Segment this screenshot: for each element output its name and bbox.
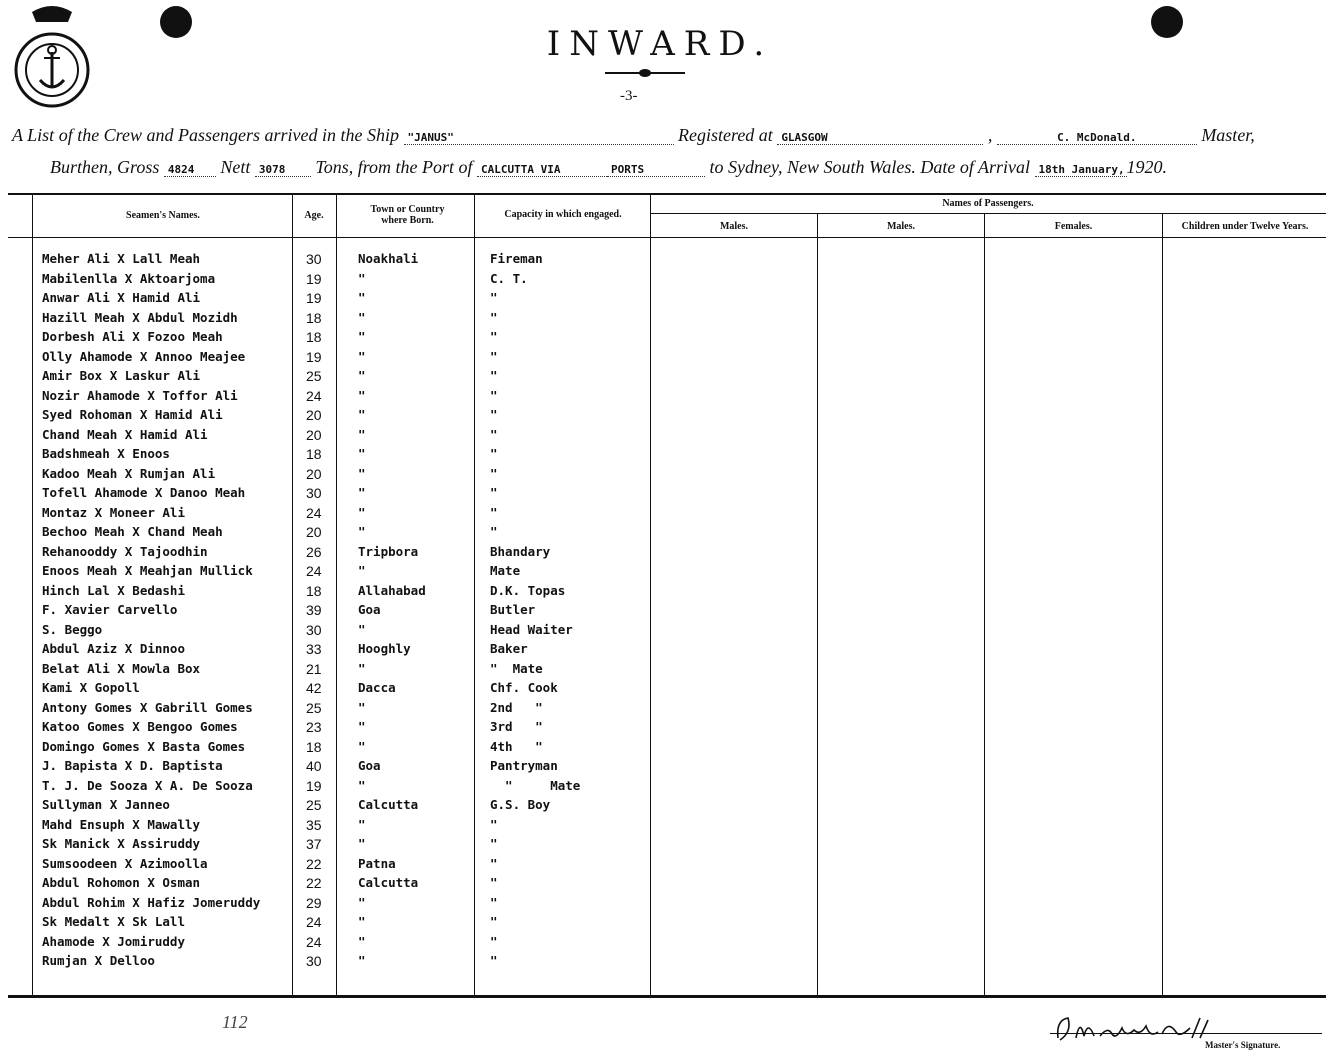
crew-name: F. Xavier Carvello [42, 602, 178, 617]
crew-capacity: 4th " [490, 738, 543, 754]
crew-capacity: 2nd " [490, 699, 543, 715]
crew-age: 33 [306, 641, 322, 657]
crew-age: 20 [306, 426, 322, 443]
punch-hole-right [1151, 6, 1183, 38]
crew-age: 30 [306, 485, 322, 501]
crew-capacity: " Mate [490, 777, 581, 793]
port-of-departure-2: PORTS [607, 163, 705, 177]
crew-capacity: " [490, 914, 498, 929]
label-tons: Tons, from the Port of [315, 157, 473, 177]
crew-name: Sk Manick X Assiruddy [42, 836, 201, 851]
table-row [8, 856, 668, 875]
crew-capacity: Mate [490, 563, 521, 578]
crew-name: Meher Ali X Lall Meah [42, 251, 201, 266]
crew-birthplace: Tripbora [358, 543, 419, 559]
crew-birthplace: Goa [358, 602, 381, 617]
table-row [8, 349, 668, 368]
crew-capacity: " [490, 309, 498, 325]
crew-age: 19 [306, 777, 322, 794]
crew-age: 26 [306, 543, 322, 560]
year-prefix: 19 [1126, 157, 1145, 177]
table-rule-header [8, 237, 1326, 238]
table-row [8, 407, 668, 426]
crew-age: 20 [306, 524, 322, 540]
crew-name: Abdul Rohomon X Osman [42, 875, 201, 890]
crew-age: 30 [306, 621, 322, 638]
crew-name: Kami X Gopoll [42, 680, 140, 695]
crew-birthplace: " [358, 524, 366, 539]
crew-name: Mahd Ensuph X Mawally [42, 816, 201, 832]
crew-capacity: Butler [490, 602, 536, 617]
page-number: -3- [620, 88, 638, 104]
label-registered: Registered at [678, 125, 773, 145]
title-ornament-rule [605, 72, 685, 74]
crew-name: Abdul Aziz X Dinnoo [42, 641, 185, 656]
crew-birthplace: Calcutta [358, 875, 419, 890]
folio-mark: 112 [222, 1012, 248, 1032]
crew-age: 25 [306, 368, 322, 384]
crew-birthplace: " [358, 738, 366, 754]
label-list: A List of the Crew and Passengers arrived in the Ship [12, 125, 399, 145]
year-suffix: 20. [1144, 157, 1168, 177]
crew-name: Bechoo Meah X Chand Meah [42, 524, 223, 539]
header-males-2: Males. [886, 221, 916, 232]
crew-age: 20 [306, 407, 322, 423]
table-row [8, 875, 668, 894]
table-row [8, 778, 668, 797]
passenger-header-rule [650, 213, 1326, 214]
crew-name: Olly Ahamode X Annoo Meajee [42, 348, 246, 364]
punch-hole-left [160, 6, 192, 38]
table-row [8, 563, 668, 582]
table-row [8, 446, 668, 465]
crew-capacity: " [490, 329, 498, 344]
table-row [8, 368, 668, 387]
crew-age: 37 [306, 836, 322, 852]
label-nett: Nett [220, 157, 251, 177]
crew-name: Rehanooddy X Tajoodhin [42, 543, 208, 559]
crew-name: Sk Medalt X Sk Lall [42, 914, 185, 929]
ship-name: "JANUS" [404, 131, 674, 145]
table-row [8, 485, 668, 504]
crew-capacity: " [490, 465, 498, 481]
registered-port: GLASGOW [777, 131, 983, 145]
label-burthen: Burthen, Gross [50, 157, 160, 177]
table-row [8, 251, 668, 270]
table-row [8, 914, 668, 933]
crew-name: T. J. De Sooza X A. De Sooza [42, 777, 253, 793]
table-row [8, 427, 668, 446]
crew-name: Mabilenlla X Aktoarjoma [42, 270, 216, 286]
crew-age: 24 [306, 914, 322, 930]
crew-birthplace: Goa [358, 758, 381, 773]
header-line-ship [12, 125, 1255, 146]
crew-capacity: " [490, 290, 498, 305]
table-row [8, 953, 668, 972]
crew-age: 39 [306, 602, 322, 618]
crew-birthplace: " [358, 270, 366, 286]
nett-tonnage: 3078 [255, 163, 311, 177]
crew-birthplace: " [358, 485, 366, 500]
crew-age: 25 [306, 699, 322, 716]
crew-age: 20 [306, 465, 322, 482]
crew-name: Hinch Lal X Bedashi [42, 582, 185, 598]
table-row [8, 583, 668, 602]
table-row [8, 329, 668, 348]
crew-age: 22 [306, 855, 322, 872]
crew-name: Syed Rohoman X Hamid Ali [42, 407, 223, 422]
table-row [8, 797, 668, 816]
table-row [8, 895, 668, 914]
crew-name: J. Bapista X D. Baptista [42, 758, 223, 773]
crew-capacity: " [490, 894, 498, 910]
table-row [8, 641, 668, 660]
crew-age: 23 [306, 719, 322, 735]
crew-name: Domingo Gomes X Basta Gomes [42, 738, 246, 754]
table-row [8, 544, 668, 563]
crew-name: Dorbesh Ali X Fozoo Meah [42, 329, 223, 344]
crew-capacity: " [490, 933, 498, 949]
crew-capacity: Fireman [490, 251, 543, 266]
crew-birthplace: " [358, 368, 366, 383]
crew-name: S. Beggo [42, 621, 103, 637]
crew-age: 24 [306, 933, 322, 950]
crew-birthplace: " [358, 329, 366, 344]
crew-capacity: " [490, 387, 498, 403]
crew-birthplace: " [358, 660, 366, 676]
crew-birthplace: Hooghly [358, 641, 411, 656]
crew-name: Nozir Ahamode X Toffor Ali [42, 387, 238, 403]
comma: , [987, 125, 993, 145]
table-row [8, 505, 668, 524]
crew-name: Anwar Ali X Hamid Ali [42, 290, 201, 305]
crew-name: Tofell Ahamode X Danoo Meah [42, 485, 246, 500]
crew-birthplace: " [358, 719, 366, 734]
header-females: Females. [1054, 221, 1093, 232]
master-name: C. McDonald. [997, 131, 1197, 145]
header-passengers: Names of Passengers. [942, 198, 1034, 209]
crew-birthplace: " [358, 777, 366, 793]
crew-capacity: " [490, 855, 498, 871]
crew-age: 35 [306, 816, 322, 833]
crew-name: Abdul Rohim X Hafiz Jomeruddy [42, 894, 261, 910]
header-seamens-names: Seamen's Names. [126, 210, 200, 221]
column-divider [817, 213, 818, 995]
table-row [8, 310, 668, 329]
table-row [8, 661, 668, 680]
crew-capacity: " [490, 524, 498, 539]
crew-capacity: Bhandary [490, 543, 551, 559]
crew-name: Antony Gomes X Gabrill Gomes [42, 699, 253, 715]
crew-capacity: " [490, 875, 498, 890]
crew-age: 40 [306, 758, 322, 774]
crew-capacity: " [490, 836, 498, 851]
header-males-1: Males. [719, 221, 749, 232]
crew-name: Sullyman X Janneo [42, 797, 170, 812]
crew-capacity: " [490, 426, 498, 442]
port-of-departure: CALCUTTA VIA [477, 163, 607, 177]
master-signature [1050, 1008, 1220, 1048]
crew-capacity: " [490, 816, 498, 832]
crew-name: Badshmeah X Enoos [42, 446, 170, 461]
table-row [8, 934, 668, 953]
crew-age: 30 [306, 251, 322, 267]
table-row [8, 817, 668, 836]
crew-capacity: " [490, 953, 498, 968]
crew-birthplace: Noakhali [358, 251, 419, 266]
crew-birthplace: " [358, 894, 366, 910]
table-rule-bottom [8, 995, 1326, 998]
crew-age: 24 [306, 504, 322, 521]
crew-name: Montaz X Moneer Ali [42, 504, 185, 520]
crew-birthplace: " [358, 621, 366, 637]
crew-birthplace: " [358, 426, 366, 442]
table-row [8, 290, 668, 309]
page-title: INWARD. [546, 24, 774, 64]
arrival-date: 18th January, [1035, 163, 1127, 177]
crew-capacity: G.S. Boy [490, 797, 551, 812]
header-children: Children under Twelve Years. [1181, 221, 1309, 232]
crew-birthplace: " [358, 309, 366, 325]
table-row [8, 739, 668, 758]
column-divider [1162, 213, 1163, 995]
header-age: Age. [304, 210, 324, 221]
crew-birthplace: " [358, 699, 366, 715]
crew-capacity: Chf. Cook [490, 680, 558, 695]
crew-birthplace: Calcutta [358, 797, 419, 812]
crew-age: 19 [306, 348, 322, 365]
crew-name: Chand Meah X Hamid Ali [42, 426, 208, 442]
crew-capacity: 3rd " [490, 719, 543, 734]
crew-birthplace: " [358, 563, 366, 578]
crew-birthplace: " [358, 504, 366, 520]
crew-birthplace: " [358, 387, 366, 403]
crew-table [8, 193, 1326, 998]
board-seal-stamp [12, 2, 92, 114]
crew-age: 19 [306, 290, 322, 306]
crew-capacity: D.K. Topas [490, 582, 566, 598]
crew-birthplace: " [358, 816, 366, 832]
crew-age: 18 [306, 329, 322, 345]
crew-birthplace: " [358, 348, 366, 364]
crew-age: 29 [306, 894, 322, 911]
table-row [8, 680, 668, 699]
crew-birthplace: " [358, 446, 366, 461]
crew-age: 21 [306, 660, 322, 677]
crew-birthplace: " [358, 933, 366, 949]
crew-birthplace: " [358, 836, 366, 851]
crew-capacity: Head Waiter [490, 621, 573, 637]
table-row [8, 700, 668, 719]
crew-name: Amir Box X Laskur Ali [42, 368, 201, 383]
crew-capacity: C. T. [490, 270, 528, 286]
crew-name: Enoos Meah X Meahjan Mullick [42, 563, 253, 578]
crew-name: Ahamode X Jomiruddy [42, 933, 185, 949]
table-row [8, 466, 668, 485]
crew-capacity: " [490, 368, 498, 383]
crew-name: Hazill Meah X Abdul Mozidh [42, 309, 238, 325]
table-row [8, 719, 668, 738]
crew-age: 24 [306, 387, 322, 404]
column-divider [984, 213, 985, 995]
table-row [8, 388, 668, 407]
crew-birthplace: " [358, 290, 366, 305]
crew-capacity: " [490, 348, 498, 364]
crew-age: 30 [306, 953, 322, 969]
crew-age: 18 [306, 582, 322, 599]
crew-age: 18 [306, 309, 322, 326]
gross-tonnage: 4824 [164, 163, 216, 177]
header-town: Town or Country where Born. [370, 204, 445, 226]
header-line-burthen [50, 157, 1167, 178]
crew-age: 19 [306, 270, 322, 287]
table-row [8, 524, 668, 543]
label-date: Date of Arrival [920, 157, 1031, 177]
crew-birthplace: " [358, 914, 366, 929]
table-row [8, 836, 668, 855]
crew-birthplace: Dacca [358, 680, 396, 695]
crew-name: Belat Ali X Mowla Box [42, 660, 201, 676]
table-row [8, 602, 668, 621]
crew-age: 42 [306, 680, 322, 696]
crew-age: 22 [306, 875, 322, 891]
crew-capacity: " Mate [490, 660, 543, 676]
crew-age: 18 [306, 446, 322, 462]
table-row [8, 622, 668, 641]
crew-capacity: " [490, 485, 498, 500]
crew-birthplace: " [358, 407, 366, 422]
crew-age: 24 [306, 563, 322, 579]
signature-label: Master's Signature. [1205, 1040, 1281, 1050]
label-sydney: to Sydney, New South Wales. [709, 157, 916, 177]
crew-capacity: " [490, 504, 498, 520]
crew-birthplace: " [358, 465, 366, 481]
crew-name: Rumjan X Delloo [42, 953, 155, 968]
table-row [8, 758, 668, 777]
crew-age: 25 [306, 797, 322, 813]
table-rule-top [8, 193, 1326, 195]
table-row [8, 271, 668, 290]
crew-birthplace: Patna [358, 855, 396, 871]
crew-capacity: " [490, 446, 498, 461]
crew-age: 18 [306, 738, 322, 755]
signature-line [1050, 1033, 1322, 1034]
header-capacity: Capacity in which engaged. [504, 209, 622, 220]
crew-capacity: " [490, 407, 498, 422]
crew-name: Kadoo Meah X Rumjan Ali [42, 465, 216, 481]
crew-capacity: Pantryman [490, 758, 558, 773]
crew-name: Sumsoodeen X Azimoolla [42, 855, 208, 871]
crew-birthplace: Allahabad [358, 582, 426, 598]
label-master: Master, [1201, 125, 1255, 145]
crew-name: Katoo Gomes X Bengoo Gomes [42, 719, 238, 734]
crew-birthplace: " [358, 953, 366, 968]
crew-capacity: Baker [490, 641, 528, 656]
